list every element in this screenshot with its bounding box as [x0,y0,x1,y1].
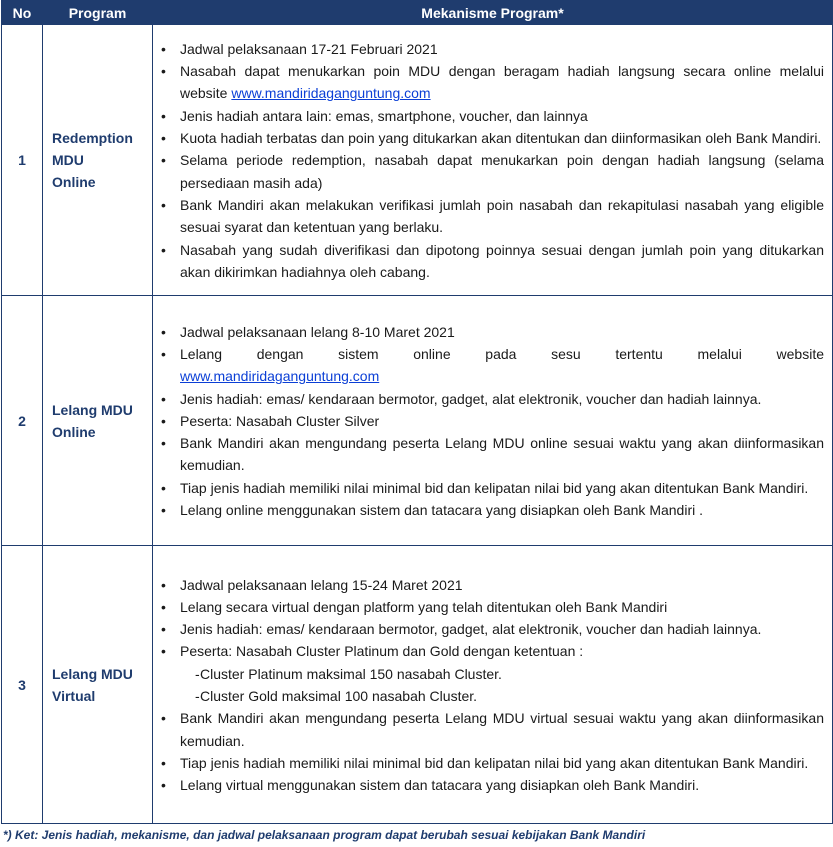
list-item: • Bank Mandiri akan mengundang peserta Lelang MDU online sesuai waktu yang akan diinformasikan kemudian. [159,432,824,477]
list-item: • Peserta: Nasabah Cluster Platinum dan Gold dengan ketentuan : - Cluster Platinum maksimal 150 nasabah Cluster. - Cluster Gold maksimal 100 nasabah Cluster. [159,640,824,707]
sub-list-item: - Cluster Gold maksimal 100 nasabah Cluster. [159,685,824,707]
program-name [43,296,153,546]
list-item: • Nasabah dapat menukarkan poin MDU dengan beragam hadiah langsung secara online melalui website www.mandiridaganguntung.com [159,60,824,105]
bullet-icon: • [161,777,166,794]
bullet-icon: • [161,621,166,638]
program-name-line: MDU [52,152,84,168]
bullet-icon: • [161,412,166,429]
website-link[interactable]: www.mandiridaganguntung.com [231,85,431,102]
bullet-icon: • [161,196,166,213]
bullet-icon: • [161,435,166,452]
program-name [43,25,153,296]
bullet-icon: • [161,479,166,496]
table-header-row [2,1,833,25]
program-name-line: Redemption [52,130,133,146]
list-item: • Selama periode redemption, nasabah dapat menukarkan poin dengan hadiah langsung (selama persediaan masih ada) [159,149,824,194]
list-item: • Jadwal pelaksanaan lelang 8-10 Maret 2021 [159,321,824,343]
table-row [2,546,833,824]
program-name-line: Lelang MDU [52,401,133,418]
bullet-icon: • [161,241,166,258]
list-item: • Bank Mandiri akan mengundang peserta Lelang MDU virtual sesuai waktu yang akan diinformasikan kemudian. [159,707,824,752]
table-row [2,25,833,296]
bullet-icon: • [161,576,166,593]
list-item: • Lelang virtual menggunakan sistem dan tatacara yang disiapkan oleh Bank Mandiri. [159,774,824,796]
program-name [43,546,153,824]
list-item: • Nasabah yang sudah diverifikasi dan dipotong poinnya sesuai dengan jumlah poin yang ditukarkan akan dikirimkan hadiahnya oleh cabang. [159,239,824,284]
bullet-icon: • [161,130,166,147]
list-item: • Jenis hadiah: emas/ kendaraan bermotor, gadget, alat elektronik, voucher dan hadiah lainnya. [159,618,824,640]
bullet-icon: • [161,754,166,771]
dash-icon: - [195,688,200,704]
header-mekanisme: Mekanisme Program* [153,1,833,25]
list-item: • Jenis hadiah antara lain: emas, smartphone, voucher, dan lainnya [159,105,824,127]
list-item: • Tiap jenis hadiah memiliki nilai minimal bid dan kelipatan nilai bid yang akan ditentukan Bank Mandiri. [159,477,824,499]
bullet-icon: • [161,152,166,169]
footnote: *) Ket: Jenis hadiah, mekanisme, dan jadwal pelaksanaan program dapat berubah sesuai kebijakan Bank Mandiri [3,828,646,842]
list-item: • Lelang online menggunakan sistem dan tatacara yang disiapkan oleh Bank Mandiri . [159,499,824,521]
bullet-icon: • [161,643,166,660]
bullet-icon: • [161,107,166,124]
mechanism-list [159,574,824,797]
bullet-icon: • [161,40,166,57]
mechanism-list [159,38,824,283]
mechanism-cell [153,296,833,546]
bullet-icon: • [161,502,166,519]
list-item: • Peserta: Nasabah Cluster Silver [159,410,824,432]
row-number: 1 [2,25,43,296]
table-row [2,296,833,546]
sub-list [159,663,824,708]
program-table [1,0,833,824]
program-name-line: Online [52,423,96,440]
list-item: • Bank Mandiri akan melakukan verifikasi jumlah poin nasabah dan rekapitulasi nasabah yang eligible sesuai syarat dan ketentuan yang berlaku. [159,194,824,239]
header-program: Program [43,1,153,25]
mechanism-cell [153,546,833,824]
list-item: • Tiap jenis hadiah memiliki nilai minimal bid dan kelipatan nilai bid yang akan ditentukan Bank Mandiri. [159,752,824,774]
header-no: No [2,1,43,25]
website-link[interactable]: www.mandiridaganguntung.com [180,368,380,385]
list-item: • Jadwal pelaksanaan lelang 15-24 Maret 2021 [159,574,824,596]
bullet-icon: • [161,323,166,340]
bullet-icon: • [161,390,166,407]
list-item [159,343,824,388]
list-item: • Kuota hadiah terbatas dan poin yang ditukarkan akan ditentukan dan diinformasikan oleh Bank Mandiri. [159,127,824,149]
mechanism-list [159,321,824,522]
bullet-icon: • [161,710,166,727]
list-item: • Lelang secara virtual dengan platform yang telah ditentukan oleh Bank Mandiri [159,596,824,618]
dash-icon: - [195,665,200,682]
row-number: 3 [2,546,43,824]
program-name-line: Online [52,174,96,190]
bullet-icon: • [161,598,166,615]
mechanism-cell [153,25,833,296]
list-item: • Lelang dengan sistem online pada sesu tertentu melalui website [159,343,824,365]
bullet-icon: • [161,345,166,362]
row-number: 2 [2,296,43,546]
program-name-line: Virtual [52,687,96,704]
sub-list-item: - Cluster Platinum maksimal 150 nasabah Cluster. [159,663,824,685]
bullet-icon: • [161,63,166,80]
list-item: • Jadwal pelaksanaan 17-21 Februari 2021 [159,38,824,60]
list-item: • Jenis hadiah: emas/ kendaraan bermotor, gadget, alat elektronik, voucher dan hadiah lainnya. [159,388,824,410]
program-name-line: Lelang MDU [52,665,133,682]
